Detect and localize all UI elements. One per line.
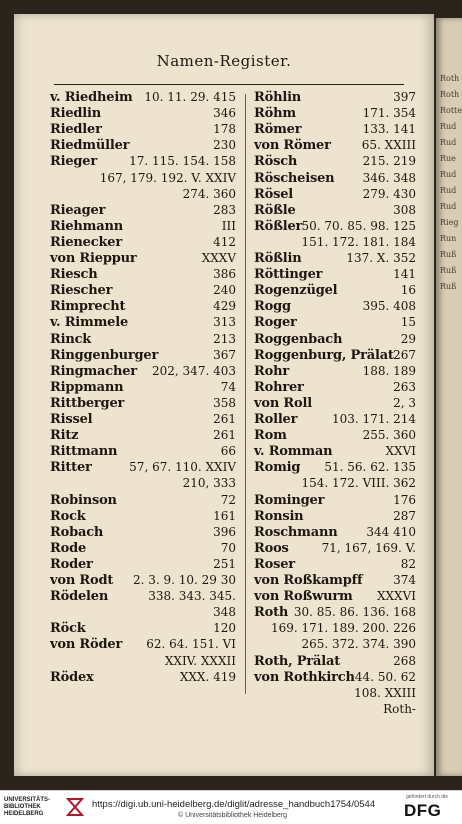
register-entry (254, 90, 416, 107)
entry-pages: 346. 348 (362, 170, 416, 185)
entry-name: Ringmacher (50, 363, 137, 379)
entry-name: Ritz (50, 428, 79, 444)
register-entry (254, 573, 416, 590)
entry-pages: Roth- (383, 701, 416, 716)
register-entry (254, 106, 416, 123)
entry-name: Rimprecht (50, 299, 126, 315)
register-entry (50, 251, 236, 268)
entry-pages: 346 (213, 106, 236, 121)
entry-name: Röhlin (254, 90, 302, 105)
entry-pages: 103. 171. 214 (332, 412, 416, 426)
register-entry (50, 332, 236, 349)
entry-name: Roth, Prälat (254, 653, 340, 669)
register-entry (254, 332, 416, 349)
next-page-fragment: Ruß (440, 282, 457, 291)
entry-pages: 188. 189 (362, 363, 416, 378)
entry-pages: 16 (400, 283, 416, 298)
dfg-logo: DFG (404, 801, 442, 820)
entry-pages-continuation: 348 (213, 605, 236, 620)
entry-name: Rößler (254, 218, 303, 234)
register-entry (50, 235, 236, 252)
next-page-fragment: Rud (440, 170, 457, 179)
entry-name: Robinson (50, 492, 117, 508)
entry-pages: 71, 167, 169. V. (321, 540, 416, 555)
register-entry (254, 364, 416, 381)
register-entry (50, 493, 236, 510)
copyright-notice: © Universitätsbibliothek Heidelberg (178, 812, 288, 819)
entry-pages: 2. 3. 9. 10. 29 30 (132, 573, 236, 587)
register-entry (254, 138, 416, 155)
entry-pages: 176 (393, 492, 416, 507)
entry-name: Rödelen (50, 589, 109, 605)
entry-name: Romig (254, 460, 301, 476)
register-entry (50, 138, 236, 155)
next-page-fragment: Roth (440, 74, 460, 83)
entry-pages: 72 (220, 492, 236, 507)
register-entry (254, 670, 416, 687)
entry-name: Röttinger (254, 267, 323, 283)
register-entry (254, 267, 416, 284)
entry-name: Röhm (254, 106, 296, 122)
entry-pages: 15 (400, 315, 416, 330)
library-name-line3: HEIDELBERG (4, 811, 44, 817)
register-entry (50, 315, 236, 332)
entry-name: Riesch (50, 267, 98, 283)
entry-name: Röck (50, 621, 86, 637)
entry-pages: 202, 347. 403 (152, 363, 236, 378)
register-entry (50, 283, 236, 300)
register-entry (254, 525, 416, 542)
register-entry (50, 364, 236, 381)
entry-name: v. Romman (254, 444, 333, 460)
library-mark-icon (66, 797, 84, 817)
next-page-fragment: Run (440, 234, 457, 243)
register-entry (50, 509, 236, 526)
entry-pages: 261 (213, 428, 236, 443)
register-entry (254, 493, 416, 510)
next-page-fragment: Ruß (440, 266, 457, 275)
entry-name: Riedlin (50, 106, 102, 122)
entry-pages: 397 (393, 90, 416, 104)
register-entry (254, 154, 416, 171)
register-entry (50, 412, 236, 429)
page-header: Namen-Register. (156, 52, 292, 70)
entry-name: Roggenburg, Prälat (254, 347, 394, 363)
next-page-fragment: Rue (440, 154, 456, 163)
library-logo (4, 797, 64, 818)
entry-pages: 133. 141 (362, 122, 416, 137)
entry-name: Röscheisen (254, 170, 335, 186)
register-entry (50, 573, 236, 590)
entry-pages-continuation: XXIV. XXXII (164, 653, 236, 668)
entry-pages: 2, 3 (393, 395, 416, 410)
next-page-fragment: Roth (440, 90, 460, 99)
entry-name: Robach (50, 524, 104, 540)
entry-name: Roschmann (254, 524, 338, 540)
register-entry (50, 670, 236, 687)
entry-name: Rödex (50, 669, 94, 685)
register-entry (50, 348, 236, 365)
register-entry (254, 428, 416, 445)
entry-name: Roder (50, 556, 93, 572)
register-entry (254, 283, 416, 300)
register-entry (254, 460, 416, 477)
entry-name: Roth (254, 605, 289, 621)
entry-pages: 263 (393, 379, 416, 394)
entry-name: Römer (254, 122, 302, 138)
next-page-fragment: Rud (440, 202, 457, 211)
register-entry (254, 605, 416, 622)
entry-pages: 30. 85. 86. 136. 168 (293, 605, 416, 620)
register-entry (254, 122, 416, 139)
register-entry (254, 396, 416, 413)
entry-pages: 386 (213, 267, 236, 282)
register-entry (50, 444, 236, 461)
library-name-line1: UNIVERSITÄTS- (4, 797, 51, 803)
entry-name: Rissel (50, 412, 93, 427)
entry-name: Rößlin (254, 251, 302, 266)
register-entry (50, 106, 236, 123)
entry-pages: 120 (213, 621, 236, 636)
entry-name: Rößle (254, 202, 296, 218)
entry-name: Rohr (254, 363, 289, 379)
viewer-footer (0, 790, 462, 824)
entry-name: Rippmann (50, 379, 124, 395)
next-page-fragment: Rotte (440, 106, 462, 115)
register-entry (254, 315, 416, 332)
entry-name: Roger (254, 315, 297, 331)
entry-name: von Römer (254, 138, 331, 154)
entry-pages-continuation: 167, 179. 192. V. XXIV (99, 170, 236, 185)
entry-pages: 161 (213, 508, 236, 523)
entry-name: von Rodt (50, 573, 114, 588)
register-entry (50, 154, 236, 171)
register-entry (254, 541, 416, 558)
entry-pages: 313 (213, 315, 236, 330)
register-entry (254, 702, 416, 719)
entry-pages: 251 (213, 556, 236, 571)
entry-pages: 171. 354 (362, 106, 416, 121)
next-page-edge (436, 18, 462, 776)
register-entry (50, 460, 236, 477)
register-entry (50, 122, 236, 139)
next-page-fragment: Rieg (440, 218, 459, 227)
entry-pages: 62. 64. 151. VI (146, 637, 236, 652)
entry-name: von Rothkirch (254, 669, 355, 685)
entry-pages: 429 (213, 299, 236, 314)
next-page-fragment: Rud (440, 138, 457, 147)
entry-pages: 50. 70. 85. 98. 125 (301, 218, 416, 233)
register-entry (254, 380, 416, 397)
entry-pages: 268 (393, 653, 416, 668)
entry-pages-continuation: 108. XXIII (354, 685, 416, 700)
entry-pages: 396 (213, 524, 236, 539)
register-entry (50, 541, 236, 558)
entry-pages: 29 (400, 331, 416, 346)
entry-pages: 367 (213, 347, 236, 362)
entry-name: Riedler (50, 122, 102, 138)
entry-pages: 65. XXIII (361, 138, 416, 153)
register-entry (50, 557, 236, 574)
entry-name: von Roßkampff (254, 573, 363, 588)
register-entries (14, 14, 434, 776)
entry-pages-continuation: 210, 333 (182, 476, 236, 491)
entry-pages: 44. 50. 62 (354, 669, 416, 684)
entry-pages: 374 (393, 573, 416, 587)
entry-name: Ringgenburger (50, 347, 159, 363)
entry-name: Rieger (50, 154, 98, 170)
entry-pages: XXVI (385, 444, 416, 459)
entry-pages: 395. 408 (362, 299, 416, 314)
entry-pages: 267 (393, 347, 416, 362)
register-entry (254, 299, 416, 316)
entry-name: Rösel (254, 186, 294, 202)
entry-pages: 70 (220, 540, 236, 555)
entry-pages: 358 (213, 395, 236, 410)
register-entry (50, 203, 236, 220)
entry-name: Roos (254, 540, 289, 556)
entry-pages: 66 (220, 444, 236, 459)
entry-pages: 137. X. 352 (346, 251, 416, 265)
register-entry (254, 187, 416, 204)
register-entry (254, 251, 416, 268)
entry-pages: III (221, 218, 236, 233)
entry-name: Ritter (50, 460, 92, 476)
entry-pages: XXX. 419 (179, 669, 236, 684)
register-entry (254, 444, 416, 461)
register-entry (50, 637, 236, 654)
entry-pages: XXXV (201, 251, 236, 265)
entry-pages: 287 (393, 508, 416, 523)
entry-name: Rohrer (254, 379, 304, 395)
entry-pages: 308 (393, 202, 416, 217)
entry-name: Rösch (254, 154, 298, 170)
register-entry (254, 589, 416, 606)
register-entry (254, 412, 416, 429)
register-entry (254, 654, 416, 671)
entry-pages: 213 (213, 331, 236, 346)
entry-pages: 240 (213, 283, 236, 298)
entry-name: Riehmann (50, 218, 123, 234)
register-entry (50, 380, 236, 397)
entry-pages: 57, 67. 110. XXIV (129, 460, 236, 475)
entry-pages-continuation: 274. 360 (182, 186, 236, 201)
entry-name: von Rieppur (50, 251, 137, 266)
entry-pages-continuation: 169. 171. 189. 200. 226 (270, 621, 416, 636)
entry-pages: 261 (213, 412, 236, 426)
entry-name: Rom (254, 428, 287, 444)
entry-pages: 279. 430 (362, 186, 416, 201)
entry-pages: 74 (220, 379, 236, 394)
register-entry (50, 267, 236, 284)
entry-pages: 51. 56. 62. 135 (324, 460, 416, 475)
register-entry (254, 509, 416, 526)
entry-pages: 344 410 (366, 524, 416, 539)
entry-name: Rittmann (50, 444, 118, 460)
entry-name: v. Riedheim (50, 90, 133, 105)
register-entry (50, 428, 236, 445)
register-entry (50, 525, 236, 542)
entry-pages: 141 (393, 267, 416, 282)
entry-pages: 230 (213, 138, 236, 153)
register-entry (50, 299, 236, 316)
entry-name: v. Rimmele (50, 315, 129, 331)
entry-pages-continuation: 265. 372. 374. 390 (301, 637, 416, 652)
register-entry (254, 203, 416, 220)
register-entry (254, 348, 416, 365)
entry-name: Ronsin (254, 508, 304, 524)
entry-name: von Roll (254, 395, 312, 411)
register-entry (254, 557, 416, 574)
entry-name: Roller (254, 412, 298, 427)
entry-pages: 178 (213, 122, 236, 137)
register-entry (50, 589, 236, 606)
document-url[interactable]: https://digi.ub.uni-heidelberg.de/diglit/adresse_handbuch1754/0544 (92, 799, 376, 810)
entry-name: Riedmüller (50, 138, 130, 154)
entry-pages: 255. 360 (362, 428, 416, 443)
register-entry (50, 396, 236, 413)
register-entry (50, 621, 236, 638)
entry-name: Rinck (50, 331, 92, 347)
library-name-line2: BIBLIOTHEK (4, 804, 41, 810)
book-page (14, 14, 434, 776)
entry-pages: XXXVI (376, 589, 416, 604)
register-entry (254, 171, 416, 188)
next-page-fragment: Rud (440, 122, 457, 131)
next-page-fragment: Rud (440, 186, 457, 195)
entry-name: Rock (50, 508, 86, 524)
entry-name: Riescher (50, 283, 113, 299)
entry-pages: 338. 343. 345. (148, 589, 236, 604)
entry-name: Roser (254, 556, 295, 572)
next-page-fragment: Ruß (440, 250, 457, 259)
entry-pages: 412 (213, 234, 236, 249)
entry-name: Rogg (254, 299, 291, 315)
entry-name: Roggenbach (254, 331, 343, 347)
register-entry (50, 90, 236, 107)
entry-name: von Röder (50, 637, 123, 653)
entry-pages: 17. 115. 154. 158 (129, 154, 236, 169)
entry-name: Rominger (254, 492, 325, 508)
sponsor-note: gefördert durch die (406, 794, 448, 800)
entry-name: Rienecker (50, 234, 122, 250)
entry-name: von Roßwurm (254, 589, 353, 605)
entry-name: Rogenzügel (254, 283, 338, 299)
entry-pages: 215. 219 (362, 154, 416, 169)
entry-name: Rittberger (50, 395, 125, 411)
entry-pages: 10. 11. 29. 415 (144, 90, 236, 104)
entry-pages-continuation: 154. 172. VIII. 362 (301, 476, 416, 491)
entry-name: Rieager (50, 202, 106, 218)
entry-pages: 283 (213, 202, 236, 217)
entry-name: Rode (50, 540, 87, 556)
entry-pages-continuation: 151. 172. 181. 184 (301, 234, 416, 249)
register-entry (254, 219, 416, 236)
register-entry (50, 219, 236, 236)
entry-pages: 82 (400, 556, 416, 571)
